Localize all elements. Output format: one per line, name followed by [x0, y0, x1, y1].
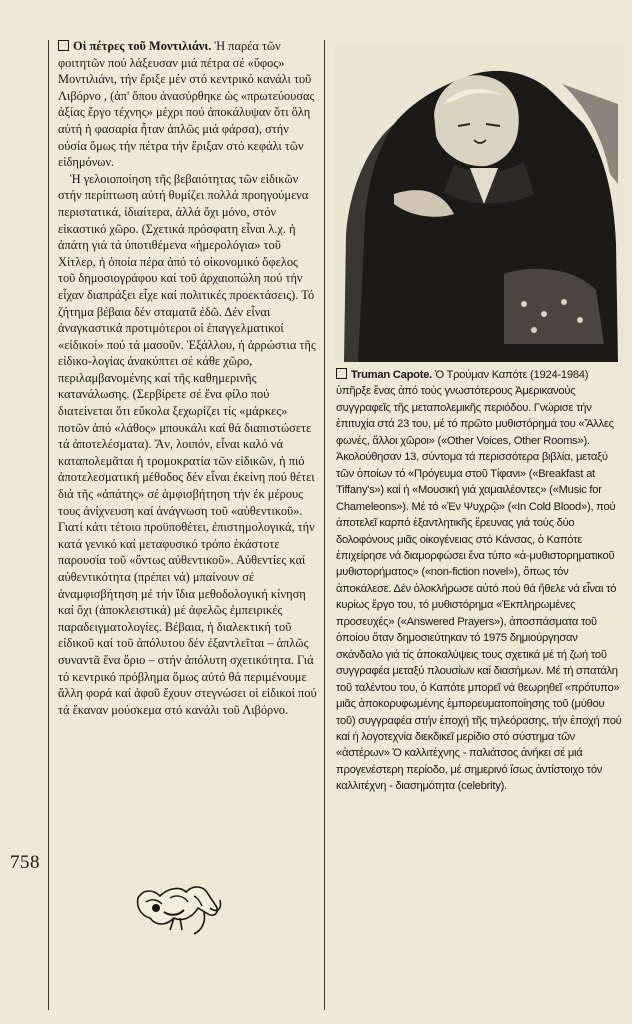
column-rule [324, 40, 325, 1010]
capote-title: Truman Capote. [351, 369, 433, 381]
truman-capote-photo [334, 44, 624, 362]
lead-title: Οἱ πέτρες τοῦ Μοντιλιάνι. [73, 39, 212, 53]
body-paragraph: Ἡ γελοιοποίηση τῆς βεβαιότητας τῶν εἰδικῶν στήν περίπτωση αὐτή θυμίζει πολλά προηγούμενα περιστατικά, ἰδιαίτερα, ἀλλά ὄχι μόνο, στόν εἰκαστικό χῶρο. (Σχετικά πρόσφατη εἶναι λ.χ. ἡ ἀπάτη γιά τά ὑποτιθέμενα «ἡμερολόγια» τοῦ Χίτλερ, ἡ ὁποία πέρα ἀπό τό οἰκονομικό ὄφελος τοῦ δημοσιογράφου καί τοῦ ἀρχαιοπώλη πού τήν εἶχαν διαπράξει εἶχε καί πολιτικές προεκτάσεις). Τό ζήτημα βέβαια δέν σταματᾶ ἐδῶ. Δέν εἶναι ἀναγκαστικά προτιμότεροι οἱ ἐπαγγελματικοί «εἰδικοί» πού τά μασοῦν. Ἐξάλλου, ἡ ἀρρώστια τῆς εἰδικο-λογίας ἀνακύπτει σέ κάθε χῶρο, περιλαμβανομένης καί τῆς καθημερινῆς κατανάλωσης. (Σερβίρετε σέ ἕνα φίλο πού διατείνεται ὅτι εὔκολα ξεχωρίζει τίς «μάρκες» ποτῶν ἀπό «λάθος» μπουκάλι καί θά διαπιστώσετε τά ἀποτελέσματα). Ἄν, λοιπόν, εἶναι καλό νά καταπολεμᾶται ἡ τρομοκρατία τῶν εἰδικῶν, ἡ πιό ἀποτελεσματική μέθοδος δέν εἶναι ἐκείνη πού θέτει διά τῆς «ἀπάτης» σέ ἀμφισβήτηση τήν ἐκ μέρους τους ἀνίχνευση καί ἀνάγνωση τοῦ «αὐθεντικοῦ». Γιατί κάτι τέτοιο προϋποθέτει, ἐπιστημολογικά, τήν κατά γενικό καί μεταφυσικό τρόπο ἑκάστοτε παρουσία τοῦ «ὄντως αὐθεντικοῦ». Αὐθεντίες καί αὐθεντικότητα (πρέπει νά) μπαίνουν σέ ἀναμφισβήτηση μέ τήν ἴδια μεθοδολογική κίνηση καί ὄχι (ἀποκλειστικά) μέ ἀφελῶς ἐμπειρικές παραδειγματολογίες. Βέβαια, ἡ διαλεκτική τοῦ εἰδικοῦ καί τοῦ ἀπόλυτου δέν ἐξαντλεῖται – ἁπλῶς συναντᾶ ἕνα ὅριο – στήν ἀπόλυτη σχετικότητα. Γιά τό κεντρικό πρόβλημα ὅμως αὐτό θά περιμένουμε ἄλλη φορά καί ἀφοῦ ἔχουν στεγνώσει οἱ εἰδικοί πού τά ἔκαναν μούσκεμα στό κανάλι τοῦ Λιβόρνο. [58, 171, 317, 717]
section-box-icon [58, 40, 69, 51]
page-number: 758 [10, 852, 40, 873]
reclining-figure-illustration [134, 868, 224, 938]
left-column-article [58, 38, 318, 718]
section-box-icon [336, 368, 347, 379]
lead-text: Ἡ παρέα τῶν φοιτητῶν πού λάξευσαν μιά πέτρα σέ «ὕφος» Μοντιλιάνι, τήν ἔριξε μέν στό κεντρικό κανάλι τοῦ Λιβόρνο , (ἀπ' ὅπου ἀνασύρθηκε ὡς «πρωτεύουσας ἀξίας ἔργο τέχνης» μέχρι πού ἀποκάλυψαν ὅτι ὅλη αὐτή ἡ φασαρία ἦταν ἁπλῶς μιά φάρσα), στήν οὐσία ὅμως τήν πέτρα τήν ἔριξαν στό κεφάλι τῶν εἰδημόνων. [58, 39, 315, 170]
capote-paragraph [336, 367, 626, 795]
margin-rule [48, 40, 49, 1010]
lead-paragraph [58, 38, 318, 171]
right-column-article [336, 367, 626, 795]
capote-text: Ὁ Τρούμαν Καπότε (1924-1984) ὑπῆρξε ἕνας ἀπό τούς γνωστότερους Ἀμερικανούς συγγραφεῖς τῆς μεταπολεμικῆς περιόδου. Γνώρισε τήν ἐπιτυχία στά 23 του, μέ τό πρῶτο μυθιστόρημά του «Ἄλλες φωνές, ἄλλοι χῶροι» («Other Voices, Other Rooms»). Ἀκολούθησαν 13, σύντομα τά περισσότερα βιβλία, μεταξύ τῶν ὁποίων τό «Πρόγευμα στοῦ Τίφανι» («Breakfast at Tiffany's») καί ἡ «Μουσική γιά χαμαιλέοντες» («Music for Chameleons»). Μέ τό «Ἐν Ψυχρῷ» («In Cold Blood»), πού ἀποτελεῖ καρπό ἑξαντλητικῆς ἔρευνας γιά τούς δύο δολοφόνους μιᾶς οἰκογένειας στό Κάνσας, ὁ Καπότε ἐπιχείρησε νά διαμορφώσει ἕνα τύπο «ἀ-μυθιστορηματικοῦ μυθιστορήματος» («non-fiction novel»), ὅπως τόν ἀποκάλεσε. Δέν ὁλοκλήρωσε αὐτό πού θά ἤθελε νά εἶναι τό κυρίως ἔργο του, τό μυθιστόρημα «Ἐκπληρωμένες προσευχές» («Answered Prayers»), ἀποσπάσματα τοῦ ὁποίου ὅταν δημοσιεύτηκαν τό 1975 δημιούργησαν σκάνδαλο γιά τίς ἀποκαλύψεις τους σχετικά μέ τή ζωή τοῦ συγγραφέα μεταξύ πλουσίων καί διασήμων. Μέ τή σπατάλη τοῦ ταλέντου του, ὁ Καπότε μπορεῖ νά θεωρηθεῖ «πρότυπο» μιᾶς ἀποκορυφωμένης ἐμπορευματοποίησης τοῦ (μύθου τοῦ) συγγραφέα στήν ἐποχή τῆς τηλεόρασης, τήν ἐποχή πού καί ἡ λογοτεχνία διεκδικεῖ μερίδιο στό σύστημα τῶν «ἀστέρων» Ὁ καλλιτέχνης - παλιάτσος ἀνήκει σέ μιά προγενέστερη περίοδο, μέ σημερινό ἴσως ἀντίστοιχο τόν καλλιτέχνη - διασημότητα (celebrity). [336, 369, 622, 793]
